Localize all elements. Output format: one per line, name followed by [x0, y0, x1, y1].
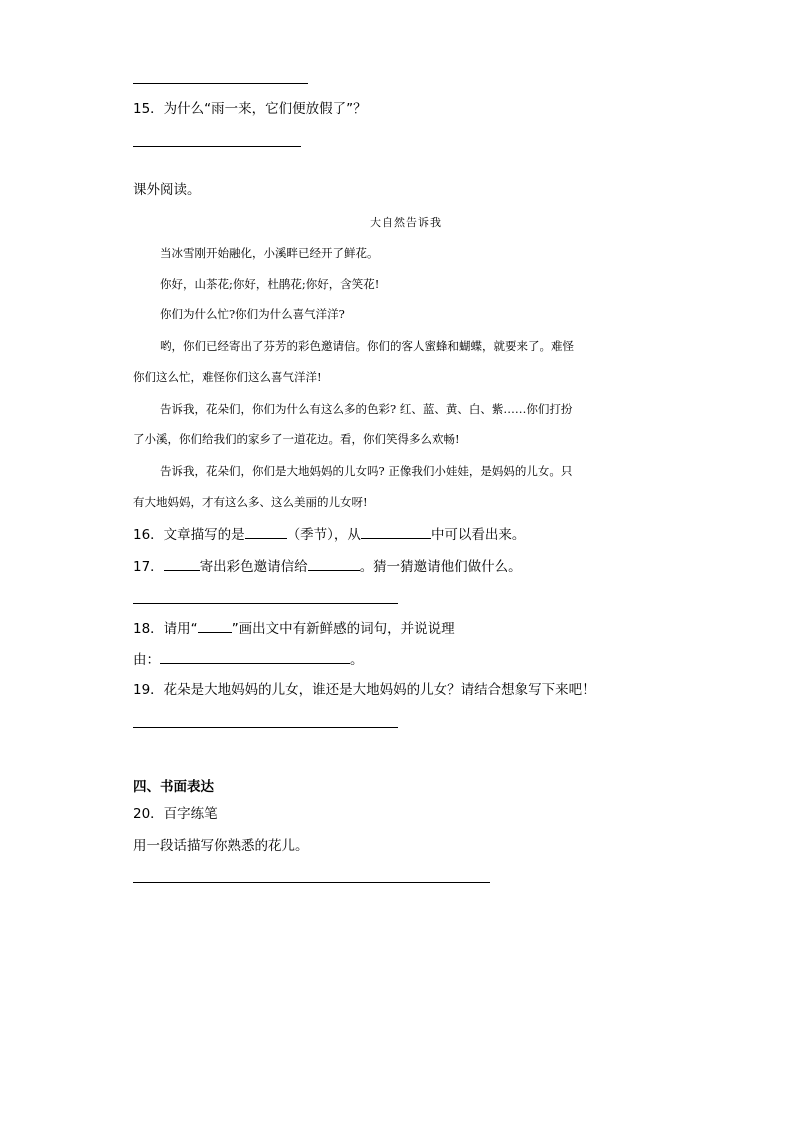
q16-text-b: （季节），从 — [286, 527, 361, 543]
section-4-heading: 四、书面表达 — [133, 779, 214, 795]
passage-paragraph: 你好，山茶花;你好，杜鹃花;你好，含笑花! — [160, 277, 380, 291]
q18-text-c: 由： — [133, 652, 160, 668]
answer-line-q17[interactable] — [133, 603, 398, 604]
passage-paragraph: 当冰雪刚开始融化，小溪畔已经开了鲜花。 — [160, 246, 379, 260]
passage-paragraph-cont: 你们这么忙，难怪你们这么喜气洋洋! — [133, 370, 322, 384]
q18-text-a: 18．请用“ — [133, 621, 198, 637]
passage-paragraph: 告诉我，花朵们，你们是大地妈妈的儿女吗? 正像我们小娃娃，是妈妈的儿女。只 — [160, 464, 573, 478]
q17-blank-sender[interactable] — [164, 556, 200, 571]
q17-text-b: 寄出彩色邀请信给 — [199, 559, 308, 575]
q18-text-d: 。 — [350, 652, 364, 668]
q16-blank-season[interactable] — [245, 524, 287, 539]
q17-text-c: 。猜一猜邀请他们做什么。 — [359, 559, 522, 575]
q16-blank-evidence[interactable] — [361, 524, 431, 539]
q18-blank-reason[interactable] — [160, 649, 350, 664]
answer-line-q19[interactable] — [133, 727, 398, 728]
q18-underline-mark — [198, 618, 232, 633]
passage-paragraph: 哟，你们已经寄出了芬芳的彩色邀请信。你们的客人蜜蜂和蝴蝶，就要来了。难怪 — [160, 339, 574, 353]
question-16 — [133, 524, 525, 545]
passage-title: 大自然告诉我 — [370, 216, 442, 229]
answer-line-q20[interactable] — [133, 882, 490, 883]
question-20: 20．百字练笔 — [133, 806, 218, 822]
question-15: 15．为什么“雨一来，它们便放假了”？ — [133, 101, 367, 117]
answer-line-q14[interactable] — [133, 83, 308, 84]
passage-paragraph-cont: 有大地妈妈，才有这么多、这么美丽的儿女呀! — [133, 495, 368, 509]
q16-text-a: 16．文章描写的是 — [133, 527, 245, 543]
question-18-cont — [133, 649, 364, 670]
passage-paragraph: 你们为什么忙?你们为什么喜气洋洋? — [160, 307, 345, 321]
passage-paragraph-cont: 了小溪，你们给我们的家乡了一道花边。看，你们笑得多么欢畅! — [133, 432, 460, 446]
question-20-prompt: 用一段话描写你熟悉的花儿。 — [133, 838, 309, 854]
question-19: 19．花朵是大地妈妈的儿女，谁还是大地妈妈的儿女？请结合想象写下来吧！ — [133, 682, 596, 698]
question-17 — [133, 556, 522, 577]
answer-line-q15[interactable] — [133, 146, 301, 147]
passage-paragraph: 告诉我，花朵们，你们为什么有这么多的色彩? 红、蓝、黄、白、紫……你们打扮 — [160, 402, 573, 416]
q17-blank-receiver[interactable] — [308, 556, 360, 571]
question-18 — [133, 618, 455, 639]
q18-text-b: ”画出文中有新鲜感的词句，并说说理 — [231, 621, 455, 637]
q16-text-c: 中可以看出来。 — [430, 527, 526, 543]
q17-text-a: 17． — [133, 559, 164, 575]
reading-label: 课外阅读。 — [133, 182, 201, 198]
